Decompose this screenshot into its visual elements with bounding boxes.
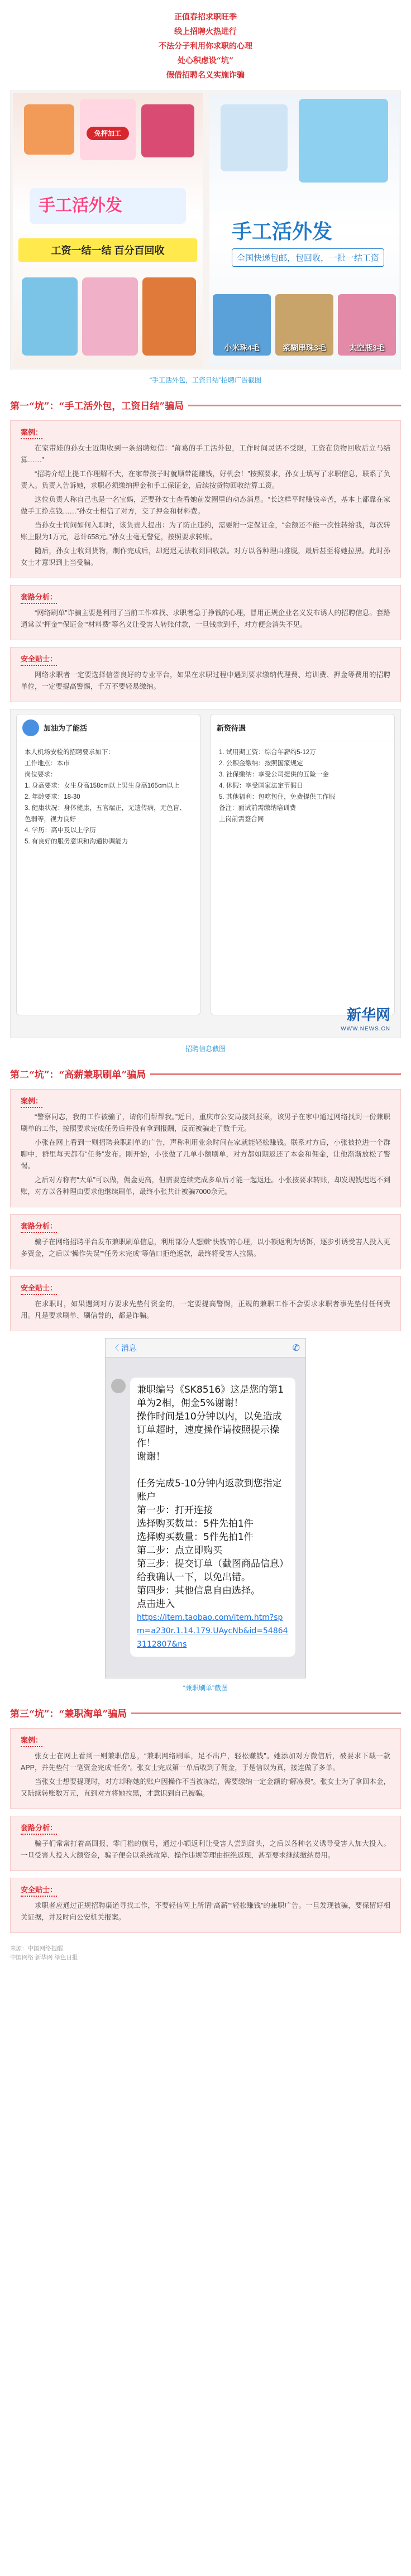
section-heading-2 <box>10 1064 401 1083</box>
poster-title: 手工活外发 <box>232 220 333 243</box>
analysis-card <box>10 1816 401 1871</box>
shot-line: 5. 有良好的服务意识和沟通协调能力 <box>25 838 128 845</box>
card-label: 套路分析： <box>21 1822 57 1835</box>
paragraph: 随后，孙女士收到货物，制作完成后，却迟迟无法收到回收款。对方以各种理由推脱，最后甚至将她拉黑。此时孙女士才意识到上当受骗。 <box>21 547 390 567</box>
card-label: 安全贴士： <box>21 1884 57 1897</box>
paragraph: 网络求职者一定要选择信誉良好的专业平台，如果在求职过程中遇到要求缴纳代理费、培训费、押金等费用的招聘单位，一定要提高警惕，千万不要轻易缴纳。 <box>21 671 390 690</box>
footer-line: 来源：中国网络提醒 <box>10 1945 63 1952</box>
poster-slogan: 工资一结一结 百分百回收 <box>18 238 197 262</box>
paragraph: 之后对方称有“大单”可以做，佣金更高，但需要连续完成多单后才能一起返还。小张按要求转账，却发现钱迟迟不到账，对方以各种理由要求他继续刷单，最终小张共计被骗7000余元。 <box>21 1176 390 1196</box>
poster-title: 手工活外发 <box>39 196 122 215</box>
analysis-card <box>10 585 401 640</box>
paragraph: 当张女士想要提现时，对方却称她的账户因操作不当被冻结，需要缴纳一定金额的“解冻费”。张女士为了拿回本金，又陆续转账数万元，直到对方将她拉黑，才意识到自己被骗。 <box>21 1778 390 1797</box>
safety-card <box>10 1276 401 1331</box>
paragraph: 小张在网上看到一则招聘兼职刷单的广告，声称利用业余时间在家就能轻松赚钱。联系对方后，小张被拉进一个群聊中，群里每天都有“任务”发布。刚开始，小张做了几单小额刷单，对方都如期返还了本金和佣金，让他渐渐放松了警惕。 <box>21 1139 390 1170</box>
case-card <box>10 1089 401 1207</box>
screenshot-right <box>211 714 395 1015</box>
craft-photo <box>24 104 74 155</box>
craft-photo <box>142 277 196 356</box>
poster-left <box>13 93 203 368</box>
paragraph: 张女士在网上看到一则兼职信息，“兼职网络刷单，足不出户，轻松赚钱”。她添加对方微信后，被要求下载一款APP，并先垫付一笔资金完成“任务”。张女士完成第一单后收到了佣金，于是信以为真，接连做了多单。 <box>21 1752 390 1772</box>
badge: 免押加工 <box>87 127 129 140</box>
paragraph: “招聘介绍上提工作理解不大，在家带孩子时就顺带能赚钱，好机会！”按照要求，孙女士填写了求职信息，联系了负责人。负责人告诉她，求职必须缴纳押金和手工保证金，后续按货物回收结算工资。 <box>21 470 390 490</box>
paragraph: “警察同志，我的工作被骗了，请你们帮帮我。”近日，重庆市公安局接到报案，该男子在家中通过网络找到一份兼职刷单的工作，按照要求完成任务后并没有拿到报酬，反而被骗走了数千元。 <box>21 1113 390 1133</box>
chat-bubble <box>130 1378 295 1657</box>
section-title: 第一“坑”：“手工活外包，工资日结”骗局 <box>10 398 188 412</box>
back-button[interactable]: 〈 消息 <box>111 1343 137 1352</box>
shot-line: 4. 学历：高中及以上学历 <box>25 827 96 834</box>
section-title: 第二“坑”：“高薪兼职刷单”骗局 <box>10 1067 150 1081</box>
card-label: 套路分析： <box>21 591 57 604</box>
poster-right <box>209 93 399 368</box>
image-caption: 招聘信息截图 <box>185 1045 226 1053</box>
intro-line: 线上招聘火热进行 <box>174 27 237 36</box>
footer <box>10 1940 401 1962</box>
shot-body <box>17 741 200 853</box>
case-card <box>10 1728 401 1809</box>
section-heading-3 <box>10 1704 401 1723</box>
craft-photo <box>82 277 138 356</box>
shot-line: 4. 休假：享受国家法定节假日 <box>219 783 303 789</box>
paragraph: 这位负责人称自己也是一名宝妈，还要孙女士查看她前发圈里的动态消息。“长这样平时赚钱辛苦，基本上都靠在家做手工挣点钱……”孙女士相信了对方，交了押金和材料费。 <box>21 496 390 515</box>
footer-line: 中国网络 新华网 绿色日报 <box>10 1954 78 1961</box>
shot-line: 3. 健康状况：身体健康，五官端正，无遗传病，无色盲、色弱等，视力良好 <box>25 805 186 823</box>
safety-card <box>10 1878 401 1933</box>
case-card <box>10 420 401 578</box>
shot-header <box>17 714 200 741</box>
shot-line: 上岗前需签合同 <box>219 816 264 823</box>
analysis-card <box>10 1214 401 1269</box>
section-title: 第三“坑”：“兼职淘单”骗局 <box>10 1706 131 1720</box>
craft-photo <box>141 104 194 157</box>
safety-card <box>10 647 401 702</box>
shot-line: 2. 年龄要求：18-30 <box>25 794 80 800</box>
product-tile: 浆糊串珠3毛 <box>275 294 333 356</box>
watermark-logo: 新华网 <box>346 1007 390 1024</box>
chat-message: 兼职编号《SK8516》这是您的第1单为2相，佣金5%谢谢！ 操作时间是10分钟以内，以免造成订单超时，速度操作请按照提示操作！ 谢谢！ 任务完成5-10分钟内返款到您指定账户 第一步：打开连接 选择购买数量：5件先拍1件 选择购买数量：5件先拍1件 第二步：点立即购买 第三步：提交订单（截图商品信息）给我确认一下，以免出错。 第四步：其他信息自由选择。 点击进入 <box>137 1384 289 1610</box>
craft-photo <box>221 104 288 171</box>
shot-line: 2. 公积金缴纳：按照国家规定 <box>219 760 303 767</box>
paragraph: 求职者应通过正规招聘渠道寻找工作，不要轻信网上所谓“高薪”“轻松赚钱”的兼职广告。一旦发现被骗，要保留好相关证据，并及时向公安机关报案。 <box>21 1902 390 1921</box>
avatar <box>111 1379 126 1393</box>
card-label: 安全贴士： <box>21 1282 57 1295</box>
card-label: 安全贴士： <box>21 653 57 666</box>
paragraph: 在家带娃的孙女士近期收到一条招聘短信：“莆葛的手工活外包，工作时间灵活不受限，工资在货物回收后立马结算……” <box>21 444 390 464</box>
shot-line: 3. 社保缴纳：享受公司提供的五险一金 <box>219 771 329 778</box>
chat-link[interactable]: https://item.taobao.com/item.htm?spm=a230r.1.14.179.UAycNb&id=548643112807&ns <box>137 1613 288 1649</box>
craft-photo <box>299 99 388 183</box>
watermark-url: WWW.NEWS.CN <box>341 1026 390 1032</box>
shot-line: 岗位要求： <box>25 771 57 778</box>
card-label: 案例： <box>21 1095 42 1108</box>
shot-line: 工作地点：本市 <box>25 760 70 767</box>
avatar <box>22 719 39 736</box>
recruit-screenshots-image <box>10 709 401 1038</box>
product-tile: 小米珠4毛 <box>213 294 271 356</box>
shot-line: 1. 身高要求：女生身高158cm以上男生身高165cm以上 <box>25 783 180 789</box>
paragraph: 骗子们常常打着高回报、零门槛的旗号，通过小额返利让受害人尝到甜头，之后以各种名义诱导受害人加大投入。一旦受害人投入大额资金，骗子便会以系统故障、操作违规等理由拒绝返现，甚至要求继续缴纳费用。 <box>21 1840 390 1859</box>
shot-line: 5. 其他福利：包吃包住，免费提供工作服 <box>219 794 336 800</box>
image-caption: “兼职刷单”截图 <box>183 1684 228 1692</box>
section-heading-1 <box>10 396 401 415</box>
card-label: 案例： <box>21 1734 42 1747</box>
shot-line: 备注：面试前需缴纳培训费 <box>219 805 296 812</box>
paragraph: 在求职时，如果遇到对方要求先垫付资金的，一定要提高警惕，正规的兼职工作不会要求求职者事先垫付任何费用。凡是要求刷单、刷信誉的，都是诈骗。 <box>21 1300 390 1320</box>
shot-body <box>211 741 394 831</box>
image-caption: “手工活外包，工资日结”招聘广告截图 <box>150 376 261 384</box>
intro-line: 假借招聘名义实施诈骗 <box>166 71 245 80</box>
shot-header <box>211 714 394 741</box>
intro-line: 不法分子利用你求职的心理 <box>159 42 252 51</box>
product-tile: 太空瓶3毛 <box>338 294 396 356</box>
shot-line: 本人机场安检的招聘要求如下： <box>25 749 114 756</box>
phone-icon[interactable]: ✆ <box>292 1343 300 1353</box>
poster-subtitle: 全国快递包邮，包回收，一批一结工资 <box>232 248 384 267</box>
paragraph: 骗子在网络招聘平台发布兼职刷单信息，利用部分人想赚“快钱”的心理，以小额返利为诱饵，逐步引诱受害人投入更多资金，之后以“操作失误”“任务未完成”等借口拒绝返款，最终将受害人拉黑。 <box>21 1238 390 1258</box>
chat-topbar <box>106 1339 305 1357</box>
shot-line: 1. 试用期工资：综合年薪约5-12万 <box>219 749 316 756</box>
ad-posters-image <box>10 90 401 370</box>
chat-screenshot-image <box>105 1338 306 1678</box>
paragraph: 当孙女士询问如何入职时，该负责人提出：为了防止违约，需要附一定保证金，“金额还不能一次性转给我，每次转账上限为1万元，总计658元。”孙女士毫无警觉，按照要求转账。 <box>21 521 390 541</box>
card-label: 套路分析： <box>21 1220 57 1233</box>
intro-title-block <box>10 6 401 90</box>
craft-photo <box>22 277 78 356</box>
intro-line: 正值春招求职旺季 <box>174 13 237 22</box>
card-label: 案例： <box>21 426 42 439</box>
screenshot-left <box>16 714 200 1015</box>
shot-title: 新资待遇 <box>217 724 246 732</box>
paragraph: “网络刷单”诈骗主要是利用了当前工作难找、求职者急于挣钱的心理，冒用正规企业名义发布诱人的招聘信息。套路通常以“押金”“保证金”“材料费”等名义让受害人转账付款，一旦钱款到手，对方便会消失不见。 <box>21 609 390 629</box>
shot-title: 加油为了能活 <box>44 724 88 732</box>
intro-line: 处心积虑设“坑” <box>177 56 234 65</box>
